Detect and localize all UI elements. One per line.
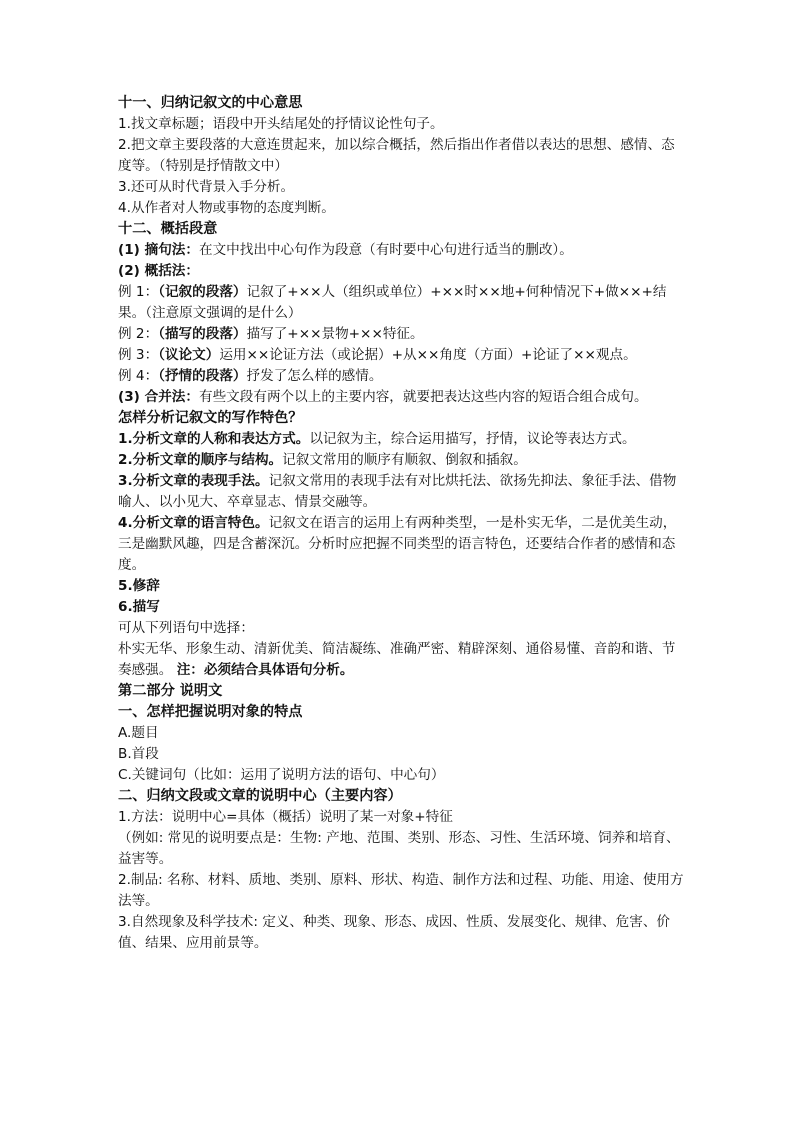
method-1-text: 在文中找出中心句作为段意（有时要中心句进行适当的删改）。: [199, 242, 573, 258]
example-4-label: （抒情的段落）: [158, 368, 247, 384]
part-2-title: 第二部分 说明文: [118, 683, 223, 699]
example-2-label: （描写的段落）: [158, 326, 247, 342]
example-2-text: 描写了+××景物+××特征。: [246, 326, 424, 342]
section-11-title: 十一、归纳记叙文的中心意思: [118, 95, 303, 111]
example-3: [118, 345, 684, 366]
writing-point-1-label: 1.分析文章的人称和表达方式。: [118, 431, 310, 447]
part2-s1-item-a: A.题目: [118, 725, 159, 741]
part2-s2-item-2: （例如: 常见的说明要点是：生物: 产地、范围、类别、形态、习性、生活环境、饲养和培育、益害等。: [118, 830, 680, 867]
writing-point-4-label: 4.分析文章的语言特色。: [118, 515, 269, 531]
word-list-note: 注：必须结合具体语句分析。: [176, 662, 354, 678]
writing-point-3-label: 3.分析文章的表现手法。: [118, 473, 269, 489]
method-2-label: (2) 概括法：: [118, 263, 199, 279]
part2-s1-item-c: C.关键词句（比如：运用了说明方法的语句、中心句）: [118, 767, 445, 783]
document-page: [118, 93, 684, 954]
section-12-title: 十二、概括段意: [118, 221, 218, 237]
method-3-label: (3) 合并法：: [118, 389, 199, 405]
example-4-prefix: 例 4：: [118, 368, 159, 384]
writing-point-6: 6.描写: [118, 599, 160, 615]
example-2-prefix: 例 2：: [118, 326, 159, 342]
writing-point-3: [118, 471, 684, 513]
sec11-item-3: 3.还可从时代背景入手分析。: [118, 179, 295, 195]
part2-section-2-title: 二、归纳文段或文章的说明中心（主要内容）: [118, 788, 402, 804]
sec11-item-2: 2.把文章主要段落的大意连贯起来，加以综合概括，然后指出作者借以表达的思想、感情、态度等。（特别是抒情散文中）: [118, 137, 675, 174]
example-4-text: 抒发了怎么样的感情。: [246, 368, 383, 384]
writing-point-1-text: 以记叙为主，综合运用描写，抒情，议论等表达方式。: [309, 431, 636, 447]
example-1-prefix: 例 1：: [118, 284, 159, 300]
writing-title: 怎样分析记叙文的写作特色？: [118, 410, 303, 426]
example-3-text: 运用××论证方法（或论据）+从××角度（方面）+论证了××观点。: [219, 347, 637, 363]
writing-point-2: [118, 450, 684, 471]
part2-s1-item-b: B.首段: [118, 746, 159, 762]
example-3-prefix: 例 3：: [118, 347, 159, 363]
writing-point-5: 5.修辞: [118, 578, 160, 594]
writing-point-1: [118, 429, 684, 450]
method-1: [118, 240, 684, 261]
example-4: [118, 366, 684, 387]
writing-point-4-text: 记叙文在语言的运用上有两种类型，一是朴实无华，二是优美生动，三是幽默风趣，四是含蓄深沉。分析时应把握不同类型的语言特色，还要结合作者的感情和态度。: [118, 515, 677, 573]
method-3-text: 有些文段有两个以上的主要内容，就要把表达这些内容的短语合组合成句。: [199, 389, 648, 405]
part2-s2-item-1: 1.方法：说明中心=具体（概括）说明了某一对象+特征: [118, 809, 453, 825]
example-1-label: （记叙的段落）: [158, 284, 247, 300]
word-list: [118, 639, 684, 681]
sec11-item-1: 1.找文章标题；语段中开头结尾处的抒情议论性句子。: [118, 116, 444, 132]
example-1: [118, 282, 684, 324]
part2-s2-item-4: 3.自然现象及科学技术: 定义、种类、现象、形态、成因、性质、发展变化、规律、危害、价值、结果、应用前景等。: [118, 914, 671, 951]
writing-point-4: [118, 513, 684, 576]
writing-point-2-label: 2.分析文章的顺序与结构。: [118, 452, 283, 468]
method-3: [118, 387, 684, 408]
example-1-text: 记叙了+××人（组织或单位）+××时××地+何种情况下+做××+结果。（注意原文强调的是什么）: [118, 284, 667, 321]
example-3-label: （议论文）: [158, 347, 220, 363]
sec11-item-4: 4.从作者对人物或事物的态度判断。: [118, 200, 335, 216]
writing-point-2-text: 记叙文常用的顺序有顺叙、倒叙和插叙。: [282, 452, 527, 468]
word-list-text: 朴实无华、形象生动、清新优美、简洁凝练、准确严密、精辟深刻、通俗易懂、音韵和谐、节奏感强。: [118, 641, 676, 678]
choose-intro: 可从下列语句中选择：: [118, 620, 254, 636]
writing-point-3-text: 记叙文常用的表现手法有对比烘托法、欲扬先抑法、象征手法、借物喻人、以小见大、卒章显志、情景交融等。: [118, 473, 677, 510]
method-1-label: (1) 摘句法：: [118, 242, 199, 258]
part2-s2-item-3: 2.制品: 名称、材料、质地、类别、原料、形状、构造、制作方法和过程、功能、用途、使用方法等。: [118, 872, 684, 909]
example-2: [118, 324, 684, 345]
part2-section-1-title: 一、怎样把握说明对象的特点: [118, 704, 303, 720]
